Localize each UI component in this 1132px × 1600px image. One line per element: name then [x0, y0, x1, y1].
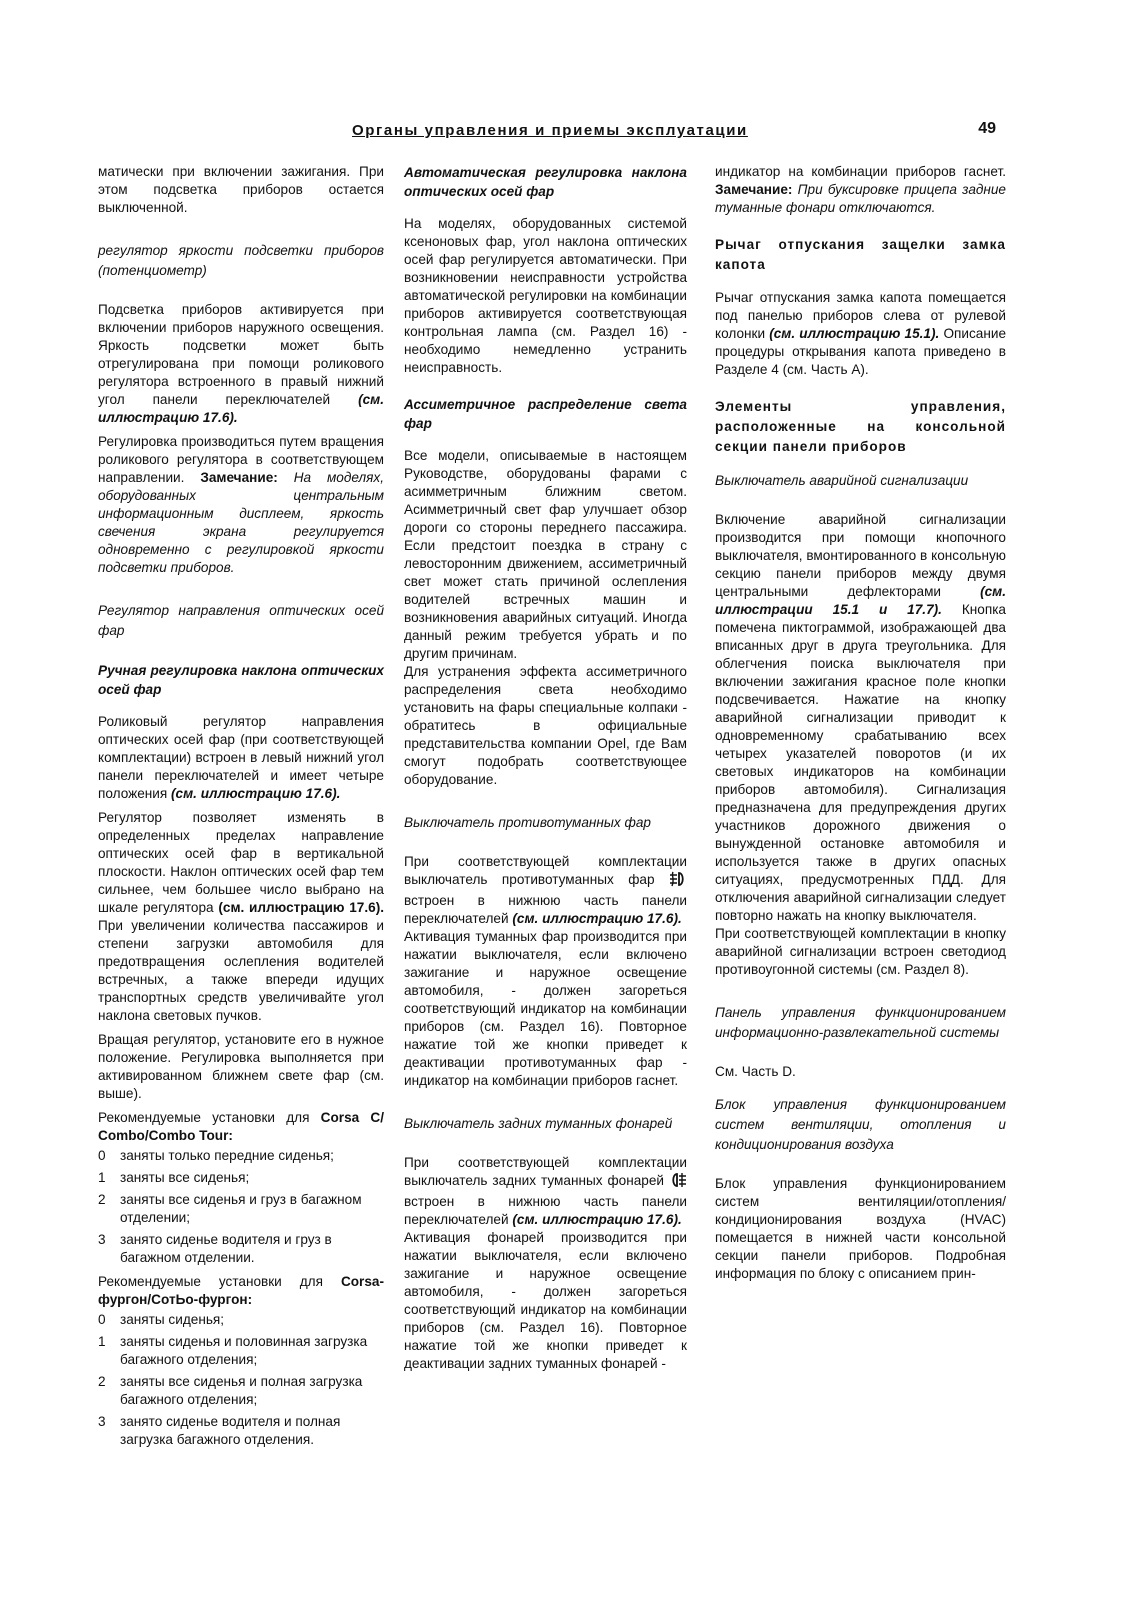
paragraph: Роликовый регулятор направления оптических осей фар (при соответствующей комплектации) встроен в левый нижний угол панели переключателей и имеет четыре положения (см. иллюстрацию 17.6). — [98, 714, 384, 801]
paragraph: индикатор на комбинации приборов гаснет. Замечание: При буксировке прицепа задние туманные фонари отключаются. — [715, 164, 1006, 215]
subheading: Выключатель противотуманных фар — [404, 815, 651, 830]
figure-reference: (см. иллюстрацию 17.6). — [98, 392, 384, 425]
list-item: 2 заняты все сиденья и груз в багажном отделении; — [98, 1192, 362, 1225]
paragraph: Вращая регулятор, установите его в нужное положение. Регулировка выполняется при активированном ближнем свете фар (см. выше). — [98, 1032, 384, 1101]
section-heading: Автоматическая регулировка наклона оптических осей фар — [404, 165, 687, 199]
paragraph: При соответствующей комплектации в кнопку аварийной сигнализации встроен светодиод противоугонной системы (см. Раздел 8). — [715, 926, 1006, 977]
column-3 — [715, 163, 1006, 1289]
page-number: 49 — [978, 120, 996, 137]
paragraph: Регулятор позволяет изменять в определенных пределах направление оптических осей фар в вертикальной плоскости. Наклон оптических осей фар тем сильнее, чем большее число выбрано на шкале регулятора (см. иллюстрацию 17.6). При увеличении количества пассажиров и степени загрузки автомобиля для предотвращения ослепления водителей встречных, а также впереди идущих транспортных средств увеличивайте угол наклона световых пучков. — [98, 810, 385, 1023]
subheading: Регулятор направления оптических осей фар — [98, 603, 384, 638]
settings-list — [98, 1311, 384, 1449]
figure-reference: (см. иллюстрацию 17.6). — [171, 786, 341, 801]
paragraph: Блок управления функционированием систем вентиляции/отопления/кондиционирования воздуха (HVAC) помещается в нижней части консольной секции панели приборов. Подробная информация по блоку с описанием прин- — [715, 1176, 1006, 1281]
note-text: При буксировке прицепа задние туманные фонари отключаются. — [715, 182, 1006, 215]
rear-fog-light-icon — [669, 1172, 687, 1193]
paragraph: При соответствующей комплектации выключатель задних туманных фонарей встроен в нижнюю часть панели переключателей (см. иллюстрацию 17.6). — [404, 1155, 687, 1227]
note-label: Замечание: — [715, 182, 793, 197]
paragraph: Включение аварийной сигнализации производится при помощи кнопочного выключателя, вмонтированного в консольную секцию панели приборов между двумя центральными дефлекторами (см. иллюстрации 15.1 и 17.7). Кнопка помечена пиктограммой, изображающей два вписанных друг в друга треугольника. Для облегчения поиска выключателя при включении зажигания красное поле кнопки подсвечивается. Нажатие на кнопку аварийной сигнализации приводит к одновременному срабатыванию всех четырех указателей поворотов (и их световых индикаторов на комбинации приборов автомобиля). Сигнализация предназначена для предупреждения других участников дорожного движения о вынужденной остановке автомобиля и используется также в других опасных ситуациях, предусмотренных ПДД. Для отключения аварийной сигнализации следует повторно нажать на кнопку выключателя. — [715, 512, 1007, 923]
paragraph: Для устранения эффекта ассиметричного распределения света необходимо установить на фары специальные колпаки - обратитесь в официальные представительства компании Opel, где Вам смогут подобрать соответствующее оборудование. — [404, 664, 687, 787]
subheading: Блок управления функционированием систем вентиляции, отопления и кондиционирования воздуха — [715, 1097, 1006, 1152]
figure-reference: (см. иллюстрацию 17.6). — [512, 1212, 682, 1227]
figure-reference: (см. иллюстрацию 17.6). — [218, 900, 385, 915]
paragraph: Рычаг отпускания замка капота помещается под панелью приборов слева от рулевой колонки (см. иллюстрацию 15.1). Описание процедуры открывания капота приведено в Разделе 4 (см. Часть А). — [715, 290, 1006, 377]
paragraph: Активация туманных фар производится при нажатии выключателя, если включено зажигание и наружное освещение автомобиля, - должен загореться соответствующий индикатор на комбинации приборов (см. Раздел 16). Повторное нажатие той же кнопки приведет к деактивации противотуманных фар - индикатор на комбинации приборов гаснет. — [404, 929, 687, 1088]
paragraph: Подсветка приборов активируется при включении приборов наружного освещения. Яркость подсветки может быть отрегулирована при помощи роликового регулятора встроенного в правый нижний угол панели переключателей (см. иллюстрацию 17.6). — [98, 302, 384, 425]
paragraph: Рекомендуемые установки для Corsa-фургон/СотЬо-фургон: — [98, 1274, 384, 1307]
paragraph: Регулировка производиться путем вращения роликового регулятора в соответствующем направлении. Замечание: На моделях, оборудованных центральным информационным дисплеем, яркость свечения экрана регулируется одновременно с регулировкой яркости подсветки приборов. — [98, 434, 384, 575]
section-heading: Рычаг отпускания защелки замка капота — [715, 237, 1006, 272]
paragraph: Все модели, описываемые в настоящем Руководстве, оборудованы фарами с асимметричным ближним светом. Асимметричный свет фар улучшает обзор дороги со стороны переднего пассажира. Если предстоит поездка в страну с левосторонним движением, ассиметричный свет может стать причиной ослепления водителей встречных машин и возникновения аварийных ситуаций. Иногда данный режим требуется убрать и по другим причинам. — [404, 448, 687, 661]
subheading: Выключатель аварийной сигнализации — [715, 473, 969, 488]
list-item: 2 заняты все сиденья и полная загрузка багажного отделения; — [98, 1374, 363, 1407]
subheading: Панель управления функционированием информационно-развлекательной системы — [715, 1005, 1006, 1040]
list-item: 3 занято сиденье водителя и полная загрузка багажного отделения. — [98, 1414, 341, 1447]
figure-reference: (см. иллюстрацию 17.6). — [512, 911, 682, 926]
running-title: Органы управления и приемы эксплуатации — [352, 122, 748, 139]
section-heading: Ассиметричное распределение света фар — [404, 397, 687, 431]
model-name: Corsa-фургон/СотЬо-фургон: — [98, 1274, 384, 1307]
list-item: 3 занято сиденье водителя и груз в багажном отделении. — [98, 1232, 332, 1265]
list-item: 0 заняты сиденья; — [98, 1312, 225, 1327]
list-item: 0 заняты только передние сиденья; — [98, 1148, 334, 1163]
section-heading: Ручная регулировка наклона оптических осей фар — [98, 663, 384, 697]
paragraph: матически при включении зажигания. При этом подсветка приборов остается выключенной. — [98, 164, 384, 215]
paragraph: Активация фонарей производится при нажатии выключателя, если включено зажигание и наружное освещение автомобиля, - должен загореться соответствующий индикатор на комбинации приборов (см. Раздел 16). Повторное нажатие той же кнопки приведет к деактивации задних туманных фонарей - — [404, 1230, 687, 1371]
fog-light-icon — [669, 871, 687, 892]
column-1 — [98, 163, 384, 1455]
list-item: 1 заняты все сиденья; — [98, 1170, 250, 1185]
subheading: Выключатель задних туманных фонарей — [404, 1116, 673, 1131]
list-item: 1 заняты сиденья и половинная загрузка багажного отделения; — [98, 1334, 368, 1367]
page-header — [96, 118, 1014, 148]
paragraph: См. Часть D. — [715, 1064, 796, 1079]
note-label: Замечание: — [200, 470, 278, 485]
figure-reference: (см. иллюстрации 15.1 и 17.7). — [715, 584, 1007, 617]
paragraph: Рекомендуемые установки для Corsa C/ Combo/Combo Tour: — [98, 1110, 384, 1143]
paragraph: На моделях, оборудованных системой ксеноновых фар, угол наклона оптических осей фар регулируется автоматически. При возникновении неисправности устройства автоматической регулировки на комбинации приборов активируется соответствующая контрольная лампа (см. Раздел 16) - необходимо немедленно устранить неисправность. — [404, 216, 687, 375]
figure-reference: (см. иллюстрацию 15.1). — [769, 326, 940, 341]
column-2 — [404, 163, 687, 1379]
subheading: регулятор яркости подсветки приборов (потенциометр) — [98, 243, 384, 278]
section-heading: Элементы управления, расположенные на консольной секции панели приборов — [715, 399, 1006, 454]
settings-list — [98, 1147, 384, 1267]
note-text: На моделях, оборудованных центральным информационным дисплеем, яркость свечения экрана регулируется одновременно с регулировкой яркости подсветки приборов. — [98, 470, 384, 575]
model-name: Corsa C/ Combo/Combo Tour: — [98, 1110, 384, 1143]
paragraph: При соответствующей комплектации выключатель противотуманных фар встроен в нижнюю часть панели переключателей (см. иллюстрацию 17.6). — [404, 854, 687, 926]
